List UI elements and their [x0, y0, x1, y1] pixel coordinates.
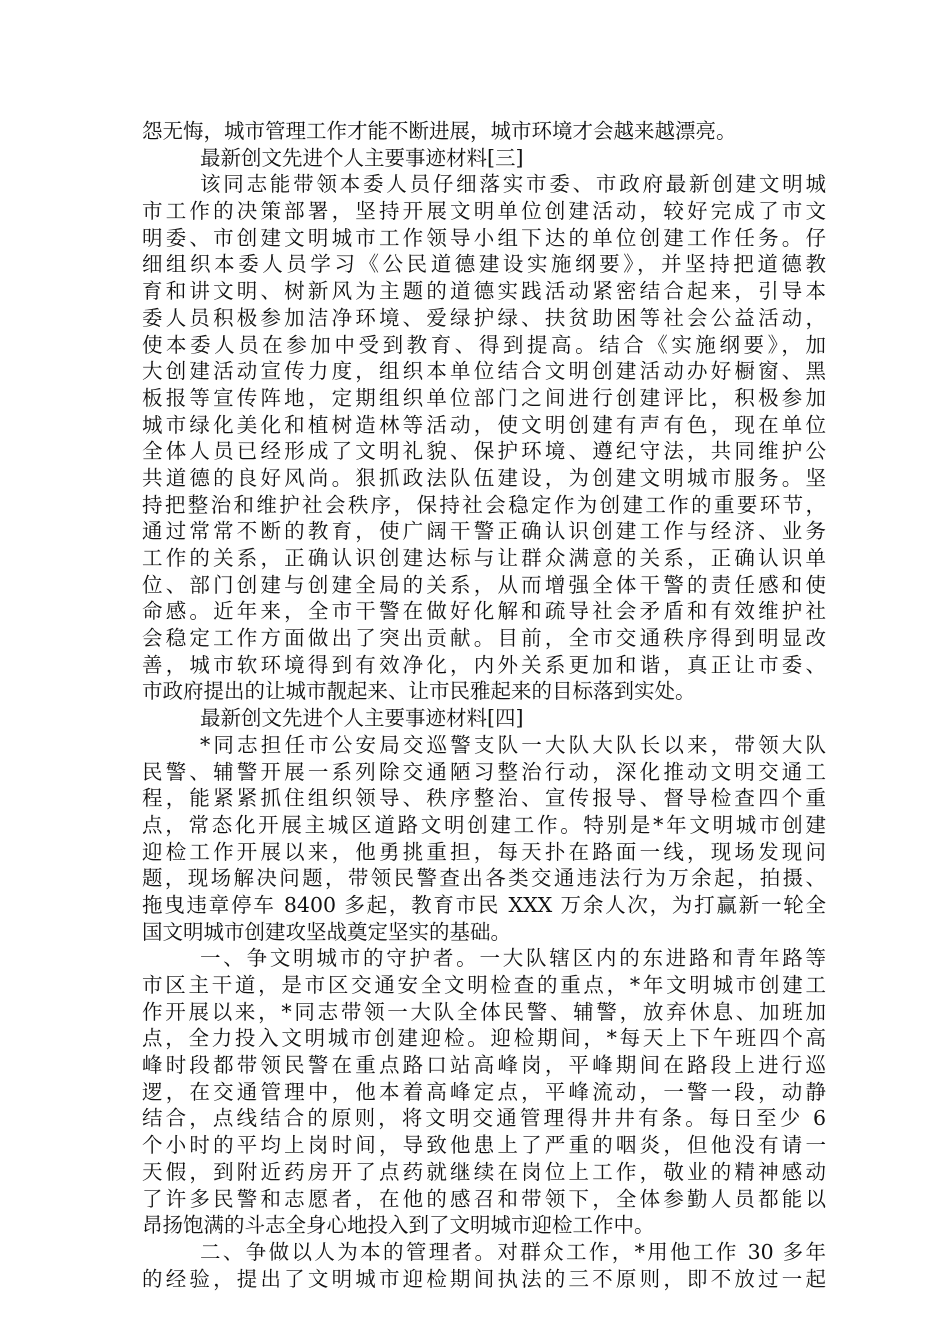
text-line: 拖曳违章停车 8400 多起，教育市民 XXX 万余人次，为打赢新一轮全 [142, 892, 826, 917]
text-line: 峰时段都带领民警在重点路口站高峰岗，平峰期间在路段上进行巡 [142, 1053, 826, 1078]
text-line: 该同志能带领本委人员仔细落实市委、市政府最新创建文明城 [200, 172, 826, 197]
text-line: 善，城市软环境得到有效净化，内外关系更加和谐，真正让市委、 [142, 652, 826, 677]
text-line: 点，常态化开展主城区道路文明创建工作。特别是*年文明城市创建 [142, 812, 826, 837]
text-line: 二、争做以人为本的管理者。对群众工作，*用他工作 30 多年 [200, 1239, 826, 1264]
text-line: 昂扬饱满的斗志全身心地投入到了文明城市迎检工作中。 [142, 1213, 655, 1238]
text-line: 国文明城市创建攻坚战奠定坚实的基础。 [142, 919, 511, 944]
text-line: 大创建活动宣传力度，组织本单位结合文明创建活动办好橱窗、黑 [142, 359, 826, 384]
text-line: 明委、市创建文明城市工作领导小组下达的单位创建工作任务。仔 [142, 225, 826, 250]
text-line: 会稳定工作方面做出了突出贡献。目前，全市交通秩序得到明显改 [142, 626, 826, 651]
text-line: 位、部门创建与创建全局的关系，从而增强全体干警的责任感和使 [142, 572, 826, 597]
text-line: 育和讲文明、树新风为主题的道德实践活动紧密结合起来，引导本 [142, 279, 826, 304]
text-line: 点，全力投入文明城市创建迎检。迎检期间，*每天上下午班四个高 [142, 1026, 826, 1051]
text-line: 民警、辅警开展一系列除交通陋习整治行动，深化推动文明交通工 [142, 759, 826, 784]
text-line: 全体人员已经形成了文明礼貌、保护环境、遵纪守法，共同维护公 [142, 439, 826, 464]
text-line: 结合，点线结合的原则，将文明交通管理得井井有条。每日至少 6 [142, 1106, 826, 1131]
text-line: 天假，到附近药房开了点药就继续在岗位上工作，敬业的精神感动 [142, 1159, 826, 1184]
text-line: *同志担任市公安局交巡警支队一大队大队长以来，带领大队 [200, 732, 826, 757]
text-line: 最新创文先进个人主要事迹材料[四] [200, 706, 524, 731]
text-line: 了许多民警和志愿者，在他的感召和带领下，全体参勤人员都能以 [142, 1186, 826, 1211]
text-line: 使本委人员在参加中受到教育、得到提高。结合《实施纲要》，加 [142, 332, 826, 357]
text-line: 逻，在交通管理中，他本着高峰定点，平峰流动，一警一段，动静 [142, 1079, 826, 1104]
text-line: 工作的关系，正确认识创建达标与让群众满意的关系，正确认识单 [142, 546, 826, 570]
text-line: 通过常常不断的教育，使广阔干警正确认识创建工作与经济、业务 [142, 519, 826, 544]
text-line: 作开展以来，*同志带领一大队全体民警、辅警，放弃休息、加班加 [142, 999, 826, 1024]
text-line: 程，能紧紧抓住组织领导、秩序整治、宣传报导、督导检查四个重 [142, 786, 826, 811]
text-line: 迎检工作开展以来，他勇挑重担，每天扑在路面一线，现场发现问 [142, 839, 826, 864]
text-line: 命感。近年来，全市干警在做好化解和疏导社会矛盾和有效维护社 [142, 599, 826, 624]
text-line: 委人员积极参加洁净环境、爱绿护绿、扶贫助困等社会公益活动， [142, 305, 826, 330]
text-line: 最新创文先进个人主要事迹材料[三] [200, 145, 524, 170]
text-line: 市政府提出的让城市靓起来、让市民雅起来的目标落到实处。 [142, 679, 696, 704]
text-line: 一、争文明城市的守护者。一大队辖区内的东进路和青年路等 [200, 946, 826, 971]
text-line: 城市绿化美化和植树造林等活动，使文明创建有声有色，现在单位 [142, 412, 826, 437]
text-line: 的经验，提出了文明城市迎检期间执法的三不原则，即不放过一起 [142, 1266, 826, 1291]
text-line: 持把整治和维护社会秩序，保持社会稳定作为创建工作的重要环节， [142, 492, 826, 517]
text-line: 怨无悔，城市管理工作才能不断进展，城市环境才会越来越漂亮。 [142, 119, 737, 143]
text-line: 细组织本委人员学习《公民道德建设实施纲要》，并坚持把道德教 [142, 252, 826, 277]
text-line: 个小时的平均上岗时间，导致他患上了严重的咽炎，但他没有请一 [142, 1133, 826, 1158]
text-line: 板报等宣传阵地，定期组织单位部门之间进行创建评比，积极参加 [142, 385, 826, 410]
text-line: 市区主干道，是市区交通安全文明检查的重点，*年文明城市创建工 [142, 973, 826, 997]
text-line: 题，现场解决问题，带领民警查出各类交通违法行为万余起，拍摄、 [142, 866, 826, 891]
text-line: 共道德的良好风尚。狠抓政法队伍建设，为创建文明城市服务。坚 [142, 465, 826, 490]
text-line: 市工作的决策部署，坚持开展文明单位创建活动，较好完成了市文 [142, 199, 826, 224]
document-body [142, 118, 826, 1292]
